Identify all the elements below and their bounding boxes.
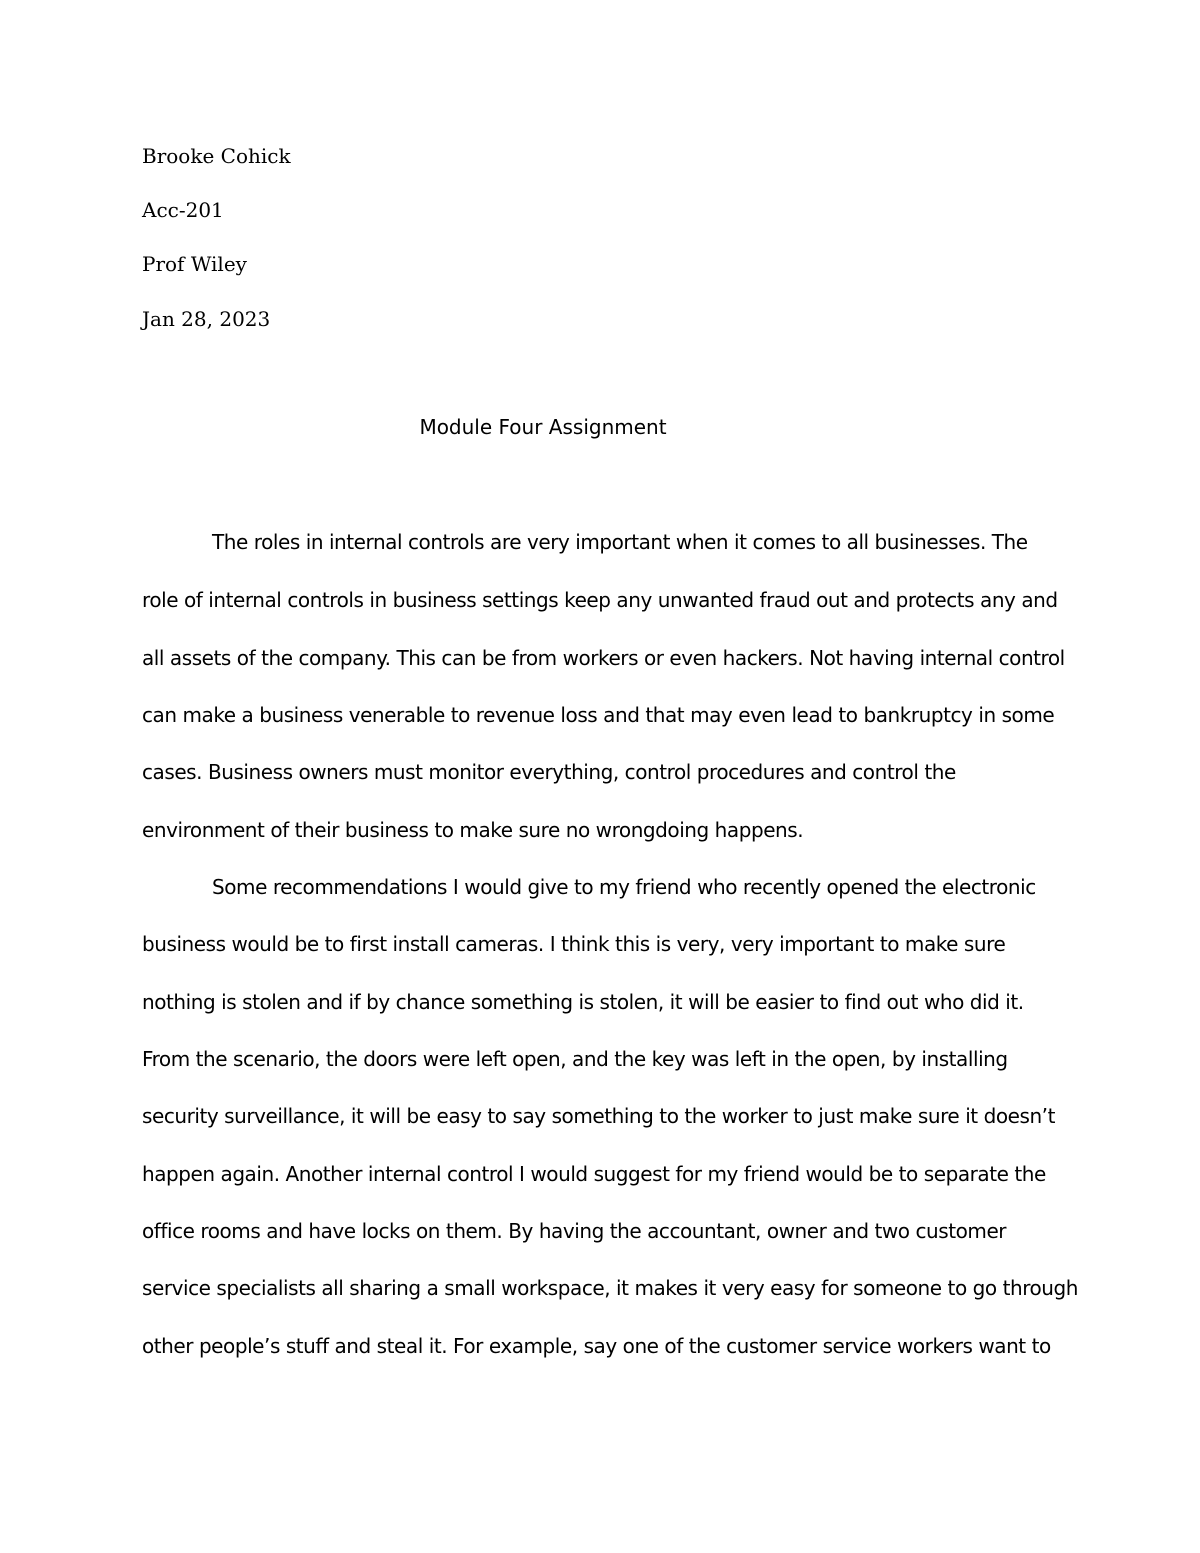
paragraph-line: nothing is stolen and if by chance something is stolen, it will be easier to find out who did it. xyxy=(142,990,1024,1014)
paragraph-line: can make a business venerable to revenue loss and that may even lead to bankruptcy in some xyxy=(142,703,1055,727)
paragraph-line: security surveillance, it will be easy to say something to the worker to just make sure it doesn’t xyxy=(142,1104,1055,1128)
paragraph-line: role of internal controls in business settings keep any unwanted fraud out and protects any and xyxy=(142,588,1058,612)
document-title: Module Four Assignment xyxy=(419,415,667,439)
paragraph-line: happen again. Another internal control I would suggest for my friend would be to separate the xyxy=(142,1162,1046,1186)
assignment-date: Jan 28, 2023 xyxy=(142,307,271,331)
paragraph-line: The roles in internal controls are very important when it comes to all businesses. The xyxy=(212,530,1028,554)
paragraph-line: Some recommendations I would give to my friend who recently opened the electronic xyxy=(212,875,1036,899)
paragraph-line: service specialists all sharing a small workspace, it makes it very easy for someone to go through xyxy=(142,1276,1079,1300)
paragraph-line: cases. Business owners must monitor everything, control procedures and control the xyxy=(142,760,956,784)
paragraph-line: office rooms and have locks on them. By having the accountant, owner and two customer xyxy=(142,1219,1007,1243)
paragraph-line: other people’s stuff and steal it. For example, say one of the customer service workers want to xyxy=(142,1334,1051,1358)
paragraph-line: all assets of the company. This can be from workers or even hackers. Not having internal control xyxy=(142,646,1065,670)
author-name: Brooke Cohick xyxy=(142,144,291,168)
paragraph-line: environment of their business to make sure no wrongdoing happens. xyxy=(142,818,804,842)
course-code: Acc-201 xyxy=(142,198,224,222)
professor-name: Prof Wiley xyxy=(142,252,247,276)
paragraph-line: From the scenario, the doors were left open, and the key was left in the open, by installing xyxy=(142,1047,1008,1071)
paragraph-line: business would be to first install cameras. I think this is very, very important to make sure xyxy=(142,932,1006,956)
